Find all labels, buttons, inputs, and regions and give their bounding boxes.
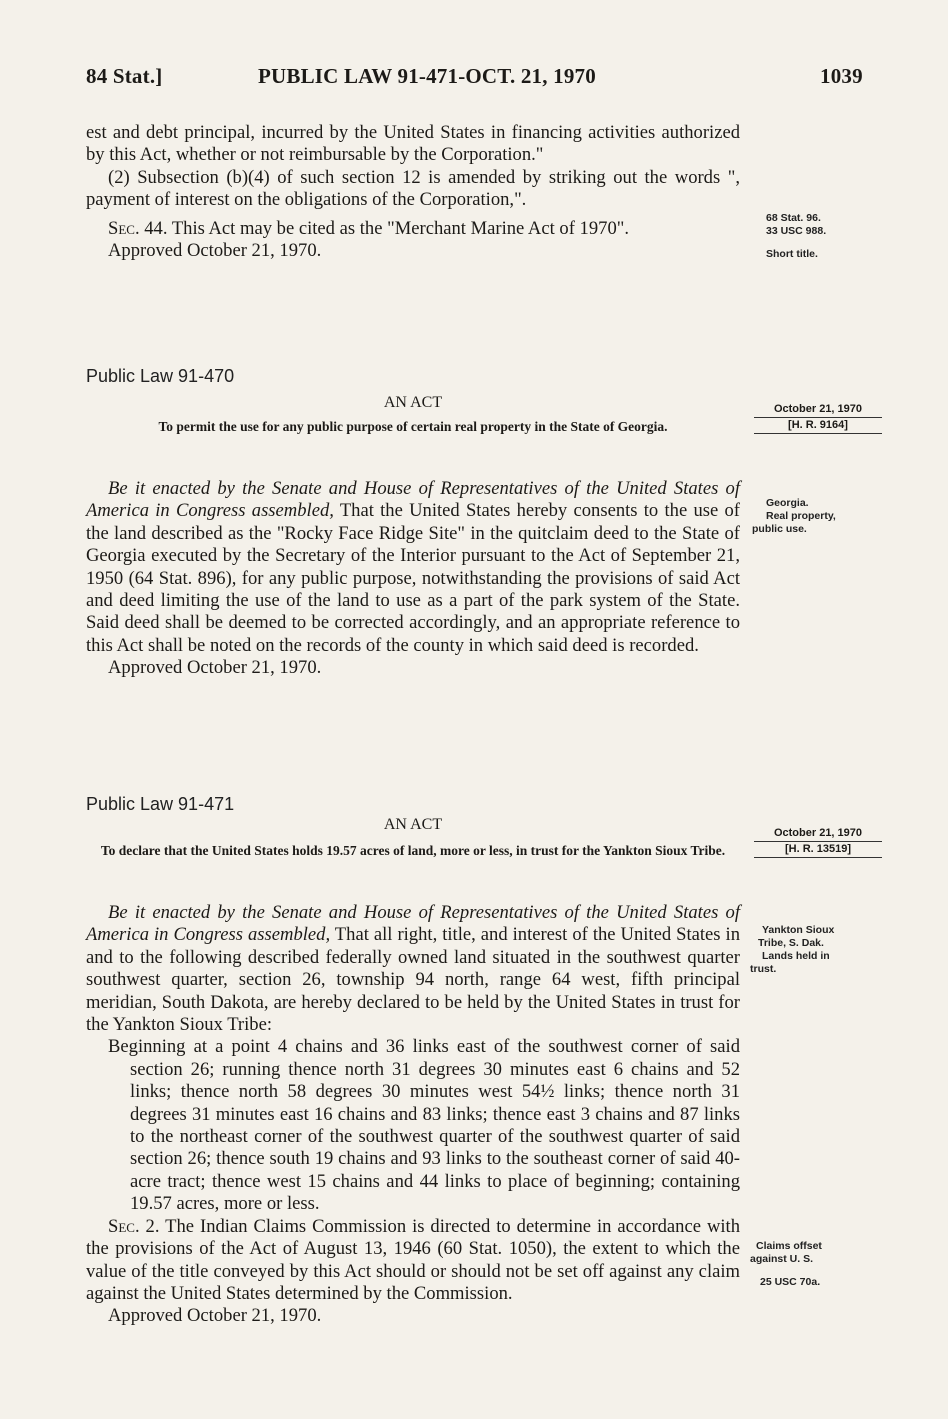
margin-note-claims [750,1240,822,1289]
section-2-label: Sec. 2. [108,1215,160,1237]
volume-reference: 84 Stat.] [86,64,163,88]
section-44-paragraph [86,218,740,240]
law-470-body [86,478,740,680]
margin-note-line: Real property, [766,510,836,522]
margin-note-68-stat [766,212,826,238]
land-description: Beginning at a point 4 chains and 36 links east of the southwest corner of said section 26; running thence north 31 degrees 30 minutes east 6 chains and 52 links; thence north 58 degrees 30 minutes west 54½ links; thence north 31 degrees 31 minutes east 16 chains and 83 links; thence east 3 chains and 87 links to the northeast corner of the southwest quarter of the southwest quarter of said section 26; thence south 19 chains and 93 links to the southeast corner of said 40-acre tract; thence west 15 chains and 44 links to place of beginning; containing 19.57 acres, more or less. [108,1036,740,1215]
margin-note-line: trust. [750,963,777,975]
continuation-paragraph-2: (2) Subsection (b)(4) of such section 12 is amended by striking out the words ", payment of interest on the obligations of the Corporation,". [86,166,740,211]
continuation-block [86,122,740,262]
enacting-clause: Be it enacted by the Senate and House of Representatives of the United States of America in Congress assembled, [86,478,740,522]
bill-number: [H. R. 9164] [754,417,882,434]
bill-number: [H. R. 13519] [754,841,882,858]
act-title-470: To permit the use for any public purpose of certain real property in the State of Georgia. [158,419,668,434]
law-471-body [86,902,740,1328]
enactment-date: October 21, 1970 [773,827,863,839]
margin-note-line: Georgia. [766,497,809,509]
margin-note-line: Claims offset [756,1240,822,1252]
enactment-date-471 [754,826,882,858]
margin-note-line: Lands held in [762,950,830,962]
enactment-date-470 [754,402,882,434]
margin-note-line: Yankton Sioux [762,924,835,936]
margin-note-line: Tribe, S. Dak. [758,937,824,949]
approved-line-470: Approved October 21, 1970. [108,657,322,679]
margin-note-yankton [750,924,834,976]
section-2-paragraph [86,1216,740,1306]
enactment-date: October 21, 1970 [773,403,863,415]
public-law-471-heading: Public Law 91-471 [86,794,235,814]
margin-note-line: 33 USC 988. [766,225,827,237]
section-44-label: Sec. 44. [108,217,168,239]
margin-note-line: 68 Stat. 96. [766,212,821,224]
law-470-enacting-paragraph [86,478,740,657]
margin-note-georgia [752,497,836,536]
an-act-470: AN ACT [383,394,443,411]
law-470-text: That the United States hereby consents to the use of the land described as the "Rocky Face Ridge Site" in the quitclaim deed to the State of Georgia executed by the Secretary of the Interior pursuant to the Act of September 21, 1950 (64 Stat. 896), for any public purpose, notwithstanding the provisions of said Act and deed limiting the use of the land to use as a part of the park system of the State. Said deed shall be deemed to be corrected accordingly, and an appropriate reference to this Act shall be noted on the records of the county in which said deed is recorded. [86,500,740,656]
section-44-text: This Act may be cited as the "Merchant Marine Act of 1970". [171,217,629,239]
margin-note-line: against U. S. [750,1253,814,1265]
margin-note-line: 25 USC 70a. [760,1276,821,1288]
section-2-text: The Indian Claims Commission is directed to determine in accordance with the provisions of the Act of August 13, 1946 (60 Stat. 1050), the extent to which the value of the title conveyed by this Act should or should not be set off against any claim against the United States determined by the Commission. [86,1215,740,1304]
continuation-paragraph-1: est and debt principal, incurred by the United States in financing activities authorized by this Act, whether or not reimbursable by the Corporation." [86,122,740,166]
law-471-text: That all right, title, and interest of the United States in and to the following described federally owned land situated in the southwest quarter southwest quarter, section 26, township 94 north, range 64 west, fifth principal meridian, South Dakota, are hereby declared to be held by the United States in trust for the Yankton Sioux Tribe: [86,924,741,1036]
public-law-470-heading: Public Law 91-470 [86,366,235,386]
act-title-471: To declare that the United States holds 19.57 acres of land, more or less, in trust for the Yankton Sioux Tribe. [100,843,726,858]
running-title: PUBLIC LAW 91-471-OCT. 21, 1970 [258,64,596,88]
approved-line-471: Approved October 21, 1970. [108,1305,322,1327]
page-number: 1039 [820,64,863,88]
an-act-471: AN ACT [383,816,443,833]
approved-line-470-prior: Approved October 21, 1970. [108,240,322,262]
margin-note-short-title: Short title. [766,248,818,260]
margin-note-line: public use. [752,523,807,535]
enacting-clause: Be it enacted by the Senate and House of Representatives of the United States of America in Congress assembled, [86,902,740,946]
law-471-enacting-paragraph [86,902,740,1036]
